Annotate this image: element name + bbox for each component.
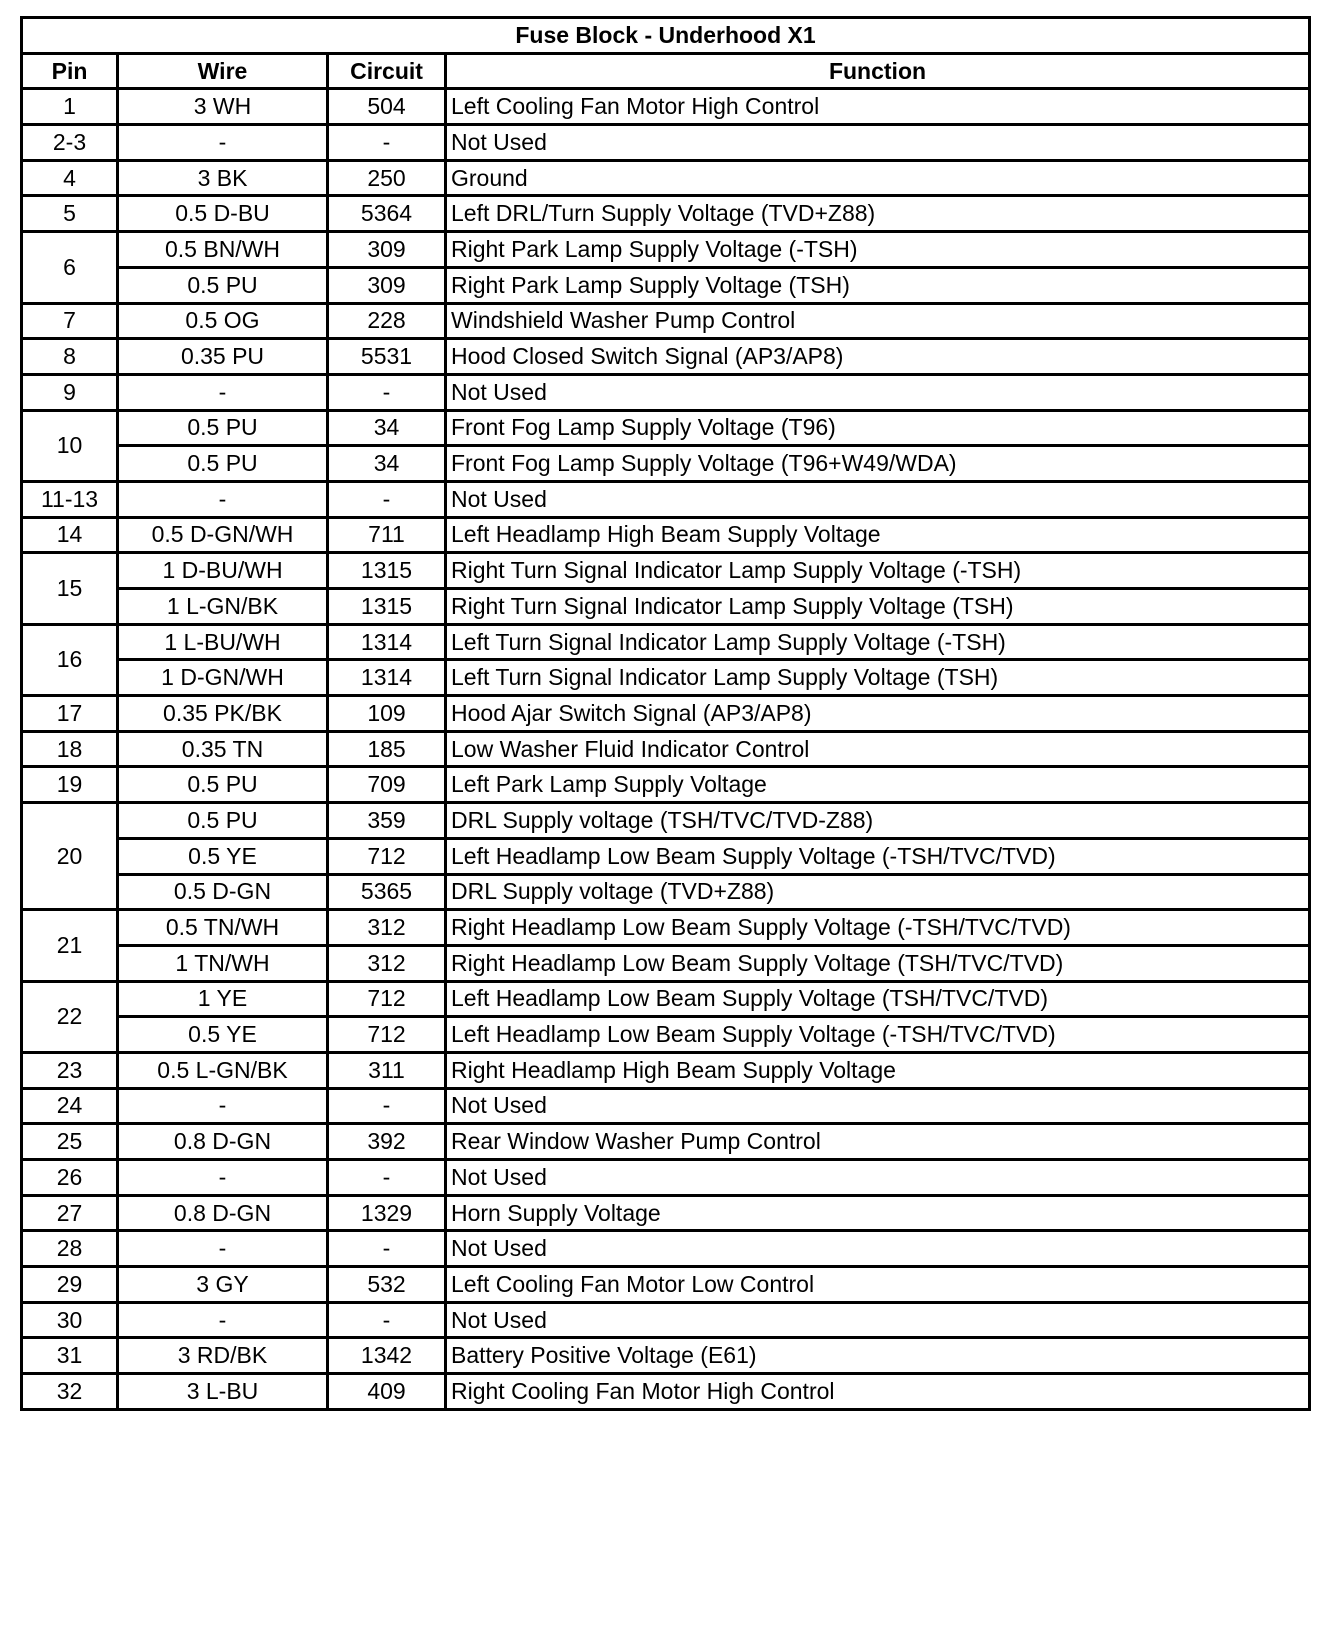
table-row [22, 910, 1310, 946]
table-row [22, 446, 1310, 482]
circuit-cell: 5364 [328, 196, 446, 232]
wire-cell: 0.8 D-GN [118, 1124, 328, 1160]
function-cell: Front Fog Lamp Supply Voltage (T96) [446, 410, 1310, 446]
function-cell: Low Washer Fluid Indicator Control [446, 731, 1310, 767]
wire-cell: 0.5 D-GN [118, 874, 328, 910]
pin-cell: 22 [22, 981, 118, 1052]
circuit-cell: 709 [328, 767, 446, 803]
pin-cell: 21 [22, 910, 118, 981]
wire-cell: 1 L-GN/BK [118, 589, 328, 625]
function-cell: Right Park Lamp Supply Voltage (-TSH) [446, 232, 1310, 268]
pin-cell: 6 [22, 232, 118, 303]
function-cell: Not Used [446, 125, 1310, 161]
function-cell: Right Headlamp Low Beam Supply Voltage (TSH/TVC/TVD) [446, 945, 1310, 981]
pin-cell: 4 [22, 160, 118, 196]
header-wire: Wire [118, 53, 328, 89]
circuit-cell: 1315 [328, 553, 446, 589]
pin-cell: 32 [22, 1374, 118, 1410]
function-cell: Ground [446, 160, 1310, 196]
function-cell: Left Cooling Fan Motor High Control [446, 89, 1310, 125]
pin-cell: 29 [22, 1267, 118, 1303]
wire-cell: - [118, 1088, 328, 1124]
header-function: Function [446, 53, 1310, 89]
table-row [22, 196, 1310, 232]
wire-cell: 0.5 L-GN/BK [118, 1052, 328, 1088]
wire-cell: - [118, 481, 328, 517]
wire-cell: 0.5 PU [118, 410, 328, 446]
function-cell: Left Turn Signal Indicator Lamp Supply Voltage (-TSH) [446, 624, 1310, 660]
pin-cell: 27 [22, 1195, 118, 1231]
pin-cell: 24 [22, 1088, 118, 1124]
function-cell: Right Cooling Fan Motor High Control [446, 1374, 1310, 1410]
circuit-cell: 185 [328, 731, 446, 767]
function-cell: Horn Supply Voltage [446, 1195, 1310, 1231]
table-row [22, 1195, 1310, 1231]
function-cell: DRL Supply voltage (TSH/TVC/TVD-Z88) [446, 803, 1310, 839]
function-cell: Right Turn Signal Indicator Lamp Supply Voltage (-TSH) [446, 553, 1310, 589]
pin-cell: 15 [22, 553, 118, 624]
function-cell: Rear Window Washer Pump Control [446, 1124, 1310, 1160]
table-row [22, 89, 1310, 125]
wire-cell: 3 WH [118, 89, 328, 125]
circuit-cell: 1314 [328, 624, 446, 660]
function-cell: Windshield Washer Pump Control [446, 303, 1310, 339]
function-cell: Hood Closed Switch Signal (AP3/AP8) [446, 339, 1310, 375]
table-row [22, 481, 1310, 517]
pin-cell: 10 [22, 410, 118, 481]
table-row [22, 803, 1310, 839]
table-row [22, 696, 1310, 732]
circuit-cell: 309 [328, 267, 446, 303]
wire-cell: 3 GY [118, 1267, 328, 1303]
table-header-row [22, 53, 1310, 89]
circuit-cell: - [328, 1302, 446, 1338]
wire-cell: 0.8 D-GN [118, 1195, 328, 1231]
pin-cell: 28 [22, 1231, 118, 1267]
wire-cell: 3 BK [118, 160, 328, 196]
table-row [22, 1052, 1310, 1088]
wire-cell: - [118, 125, 328, 161]
function-cell: Right Turn Signal Indicator Lamp Supply Voltage (TSH) [446, 589, 1310, 625]
circuit-cell: - [328, 1088, 446, 1124]
function-cell: Left Headlamp High Beam Supply Voltage [446, 517, 1310, 553]
function-cell: Left Cooling Fan Motor Low Control [446, 1267, 1310, 1303]
circuit-cell: 228 [328, 303, 446, 339]
pin-cell: 31 [22, 1338, 118, 1374]
table-row [22, 517, 1310, 553]
circuit-cell: 712 [328, 981, 446, 1017]
header-circuit: Circuit [328, 53, 446, 89]
function-cell: Left Turn Signal Indicator Lamp Supply Voltage (TSH) [446, 660, 1310, 696]
pin-cell: 5 [22, 196, 118, 232]
table-title: Fuse Block - Underhood X1 [22, 18, 1310, 54]
wire-cell: 0.35 TN [118, 731, 328, 767]
wire-cell: - [118, 374, 328, 410]
function-cell: Left Headlamp Low Beam Supply Voltage (TSH/TVC/TVD) [446, 981, 1310, 1017]
wire-cell: 1 TN/WH [118, 945, 328, 981]
wire-cell: 0.5 PU [118, 267, 328, 303]
wire-cell: 0.5 D-BU [118, 196, 328, 232]
circuit-cell: 504 [328, 89, 446, 125]
function-cell: Not Used [446, 1302, 1310, 1338]
wire-cell: - [118, 1302, 328, 1338]
table-row [22, 553, 1310, 589]
wire-cell: 3 RD/BK [118, 1338, 328, 1374]
function-cell: Left DRL/Turn Supply Voltage (TVD+Z88) [446, 196, 1310, 232]
circuit-cell: 312 [328, 945, 446, 981]
table-row [22, 838, 1310, 874]
pin-cell: 7 [22, 303, 118, 339]
circuit-cell: - [328, 1160, 446, 1196]
circuit-cell: 5365 [328, 874, 446, 910]
pin-cell: 1 [22, 89, 118, 125]
wire-cell: 0.5 TN/WH [118, 910, 328, 946]
wire-cell: 0.5 BN/WH [118, 232, 328, 268]
function-cell: Not Used [446, 481, 1310, 517]
function-cell: Hood Ajar Switch Signal (AP3/AP8) [446, 696, 1310, 732]
circuit-cell: - [328, 374, 446, 410]
wire-cell: 1 D-BU/WH [118, 553, 328, 589]
circuit-cell: - [328, 481, 446, 517]
circuit-cell: 532 [328, 1267, 446, 1303]
pin-cell: 11-13 [22, 481, 118, 517]
table-row [22, 1338, 1310, 1374]
function-cell: Not Used [446, 1160, 1310, 1196]
function-cell: Left Headlamp Low Beam Supply Voltage (-TSH/TVC/TVD) [446, 838, 1310, 874]
wire-cell: 0.5 OG [118, 303, 328, 339]
table-row [22, 874, 1310, 910]
pin-cell: 9 [22, 374, 118, 410]
function-cell: Not Used [446, 1231, 1310, 1267]
table-row [22, 1267, 1310, 1303]
table-row [22, 660, 1310, 696]
wire-cell: 0.35 PK/BK [118, 696, 328, 732]
pin-cell: 16 [22, 624, 118, 695]
pin-cell: 8 [22, 339, 118, 375]
circuit-cell: 392 [328, 1124, 446, 1160]
function-cell: Not Used [446, 374, 1310, 410]
circuit-cell: 1342 [328, 1338, 446, 1374]
pin-cell: 19 [22, 767, 118, 803]
table-row [22, 589, 1310, 625]
wire-cell: - [118, 1231, 328, 1267]
circuit-cell: 1315 [328, 589, 446, 625]
circuit-cell: 712 [328, 1017, 446, 1053]
wire-cell: 0.5 YE [118, 838, 328, 874]
wire-cell: 0.35 PU [118, 339, 328, 375]
function-cell: Right Headlamp High Beam Supply Voltage [446, 1052, 1310, 1088]
function-cell: Not Used [446, 1088, 1310, 1124]
circuit-cell: 711 [328, 517, 446, 553]
circuit-cell: 712 [328, 838, 446, 874]
pin-cell: 18 [22, 731, 118, 767]
function-cell: Left Headlamp Low Beam Supply Voltage (-TSH/TVC/TVD) [446, 1017, 1310, 1053]
function-cell: Front Fog Lamp Supply Voltage (T96+W49/WDA) [446, 446, 1310, 482]
fuse-block-table [20, 16, 1311, 1411]
header-pin: Pin [22, 53, 118, 89]
pin-cell: 14 [22, 517, 118, 553]
pin-cell: 2-3 [22, 125, 118, 161]
table-row [22, 1088, 1310, 1124]
pin-cell: 20 [22, 803, 118, 910]
wire-cell: - [118, 1160, 328, 1196]
pin-cell: 17 [22, 696, 118, 732]
table-row [22, 624, 1310, 660]
wire-cell: 0.5 D-GN/WH [118, 517, 328, 553]
table-row [22, 945, 1310, 981]
table-title-row [22, 18, 1310, 54]
circuit-cell: - [328, 1231, 446, 1267]
table-row [22, 410, 1310, 446]
table-row [22, 767, 1310, 803]
circuit-cell: - [328, 125, 446, 161]
table-row [22, 267, 1310, 303]
function-cell: Right Headlamp Low Beam Supply Voltage (-TSH/TVC/TVD) [446, 910, 1310, 946]
circuit-cell: 34 [328, 446, 446, 482]
wire-cell: 0.5 PU [118, 803, 328, 839]
function-cell: DRL Supply voltage (TVD+Z88) [446, 874, 1310, 910]
table-row [22, 1374, 1310, 1410]
wire-cell: 0.5 YE [118, 1017, 328, 1053]
circuit-cell: 312 [328, 910, 446, 946]
table-row [22, 125, 1310, 161]
circuit-cell: 250 [328, 160, 446, 196]
circuit-cell: 1329 [328, 1195, 446, 1231]
wire-cell: 0.5 PU [118, 446, 328, 482]
wire-cell: 0.5 PU [118, 767, 328, 803]
table-row [22, 1160, 1310, 1196]
circuit-cell: 5531 [328, 339, 446, 375]
table-row [22, 1302, 1310, 1338]
circuit-cell: 359 [328, 803, 446, 839]
circuit-cell: 311 [328, 1052, 446, 1088]
function-cell: Left Park Lamp Supply Voltage [446, 767, 1310, 803]
wire-cell: 1 L-BU/WH [118, 624, 328, 660]
pin-cell: 26 [22, 1160, 118, 1196]
table-row [22, 1231, 1310, 1267]
pin-cell: 23 [22, 1052, 118, 1088]
circuit-cell: 309 [328, 232, 446, 268]
pin-cell: 25 [22, 1124, 118, 1160]
pin-cell: 30 [22, 1302, 118, 1338]
wire-cell: 1 D-GN/WH [118, 660, 328, 696]
function-cell: Right Park Lamp Supply Voltage (TSH) [446, 267, 1310, 303]
circuit-cell: 1314 [328, 660, 446, 696]
table-row [22, 1017, 1310, 1053]
wire-cell: 1 YE [118, 981, 328, 1017]
table-row [22, 981, 1310, 1017]
table-row [22, 374, 1310, 410]
circuit-cell: 34 [328, 410, 446, 446]
table-row [22, 731, 1310, 767]
circuit-cell: 409 [328, 1374, 446, 1410]
table-row [22, 1124, 1310, 1160]
table-row [22, 303, 1310, 339]
wire-cell: 3 L-BU [118, 1374, 328, 1410]
circuit-cell: 109 [328, 696, 446, 732]
table-row [22, 160, 1310, 196]
table-row [22, 339, 1310, 375]
table-row [22, 232, 1310, 268]
function-cell: Battery Positive Voltage (E61) [446, 1338, 1310, 1374]
